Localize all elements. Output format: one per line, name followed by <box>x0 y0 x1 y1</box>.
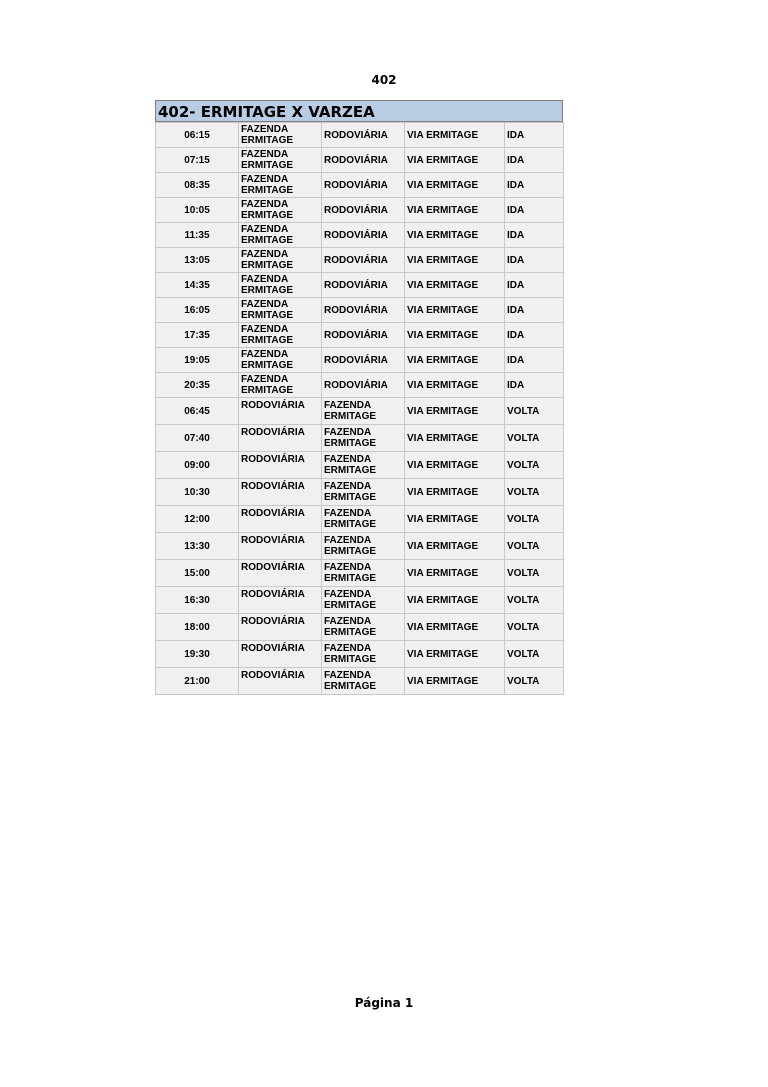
cell-time: 16:30 <box>156 587 239 614</box>
cell-direction: VOLTA <box>505 452 564 479</box>
table-row <box>156 587 564 614</box>
cell-via: VIA ERMITAGE <box>405 506 505 533</box>
cell-destination: RODOVIÁRIA <box>322 273 405 298</box>
table-row <box>156 560 564 587</box>
cell-direction: VOLTA <box>505 614 564 641</box>
cell-destination: RODOVIÁRIA <box>322 223 405 248</box>
cell-via: VIA ERMITAGE <box>405 348 505 373</box>
cell-destination: RODOVIÁRIA <box>322 173 405 198</box>
cell-destination: FAZENDA ERMITAGE <box>322 506 405 533</box>
cell-direction: VOLTA <box>505 398 564 425</box>
table-row <box>156 273 564 298</box>
cell-via: VIA ERMITAGE <box>405 248 505 273</box>
cell-origin: FAZENDA ERMITAGE <box>239 273 322 298</box>
cell-time: 18:00 <box>156 614 239 641</box>
cell-origin: RODOVIÁRIA <box>239 425 322 452</box>
cell-direction: IDA <box>505 298 564 323</box>
cell-origin: RODOVIÁRIA <box>239 614 322 641</box>
cell-time: 07:40 <box>156 425 239 452</box>
cell-destination: RODOVIÁRIA <box>322 148 405 173</box>
cell-destination: RODOVIÁRIA <box>322 348 405 373</box>
cell-destination: RODOVIÁRIA <box>322 373 405 398</box>
page-header-route-number: 402 <box>371 73 397 87</box>
cell-origin: FAZENDA ERMITAGE <box>239 198 322 223</box>
table-row <box>156 173 564 198</box>
cell-via: VIA ERMITAGE <box>405 641 505 668</box>
cell-direction: IDA <box>505 323 564 348</box>
cell-direction: IDA <box>505 173 564 198</box>
cell-destination: RODOVIÁRIA <box>322 323 405 348</box>
cell-direction: VOLTA <box>505 479 564 506</box>
cell-destination: FAZENDA ERMITAGE <box>322 533 405 560</box>
cell-via: VIA ERMITAGE <box>405 198 505 223</box>
cell-via: VIA ERMITAGE <box>405 398 505 425</box>
table-row <box>156 641 564 668</box>
cell-via: VIA ERMITAGE <box>405 298 505 323</box>
cell-time: 19:05 <box>156 348 239 373</box>
cell-destination: RODOVIÁRIA <box>322 123 405 148</box>
cell-direction: IDA <box>505 223 564 248</box>
cell-origin: FAZENDA ERMITAGE <box>239 348 322 373</box>
cell-time: 12:00 <box>156 506 239 533</box>
cell-destination: RODOVIÁRIA <box>322 298 405 323</box>
cell-destination: FAZENDA ERMITAGE <box>322 425 405 452</box>
table-row <box>156 223 564 248</box>
cell-direction: VOLTA <box>505 506 564 533</box>
cell-time: 06:15 <box>156 123 239 148</box>
cell-direction: IDA <box>505 198 564 223</box>
cell-origin: RODOVIÁRIA <box>239 668 322 695</box>
cell-origin: RODOVIÁRIA <box>239 533 322 560</box>
cell-origin: FAZENDA ERMITAGE <box>239 323 322 348</box>
cell-time: 09:00 <box>156 452 239 479</box>
cell-destination: FAZENDA ERMITAGE <box>322 641 405 668</box>
cell-origin: FAZENDA ERMITAGE <box>239 223 322 248</box>
cell-via: VIA ERMITAGE <box>405 173 505 198</box>
cell-via: VIA ERMITAGE <box>405 148 505 173</box>
table-row <box>156 506 564 533</box>
cell-via: VIA ERMITAGE <box>405 614 505 641</box>
cell-direction: VOLTA <box>505 587 564 614</box>
cell-origin: RODOVIÁRIA <box>239 587 322 614</box>
cell-time: 20:35 <box>156 373 239 398</box>
cell-via: VIA ERMITAGE <box>405 479 505 506</box>
cell-origin: RODOVIÁRIA <box>239 641 322 668</box>
schedule-rows-body <box>156 123 564 695</box>
cell-direction: VOLTA <box>505 560 564 587</box>
cell-destination: FAZENDA ERMITAGE <box>322 668 405 695</box>
cell-time: 19:30 <box>156 641 239 668</box>
cell-time: 21:00 <box>156 668 239 695</box>
cell-via: VIA ERMITAGE <box>405 587 505 614</box>
cell-direction: IDA <box>505 348 564 373</box>
cell-via: VIA ERMITAGE <box>405 123 505 148</box>
cell-via: VIA ERMITAGE <box>405 668 505 695</box>
table-row <box>156 148 564 173</box>
cell-destination: FAZENDA ERMITAGE <box>322 452 405 479</box>
table-row <box>156 123 564 148</box>
table-row <box>156 348 564 373</box>
page-footer: Página 1 <box>354 996 414 1010</box>
cell-origin: FAZENDA ERMITAGE <box>239 123 322 148</box>
cell-direction: VOLTA <box>505 668 564 695</box>
cell-time: 10:05 <box>156 198 239 223</box>
cell-time: 06:45 <box>156 398 239 425</box>
cell-time: 08:35 <box>156 173 239 198</box>
cell-via: VIA ERMITAGE <box>405 425 505 452</box>
cell-direction: VOLTA <box>505 641 564 668</box>
cell-time: 15:00 <box>156 560 239 587</box>
cell-direction: VOLTA <box>505 533 564 560</box>
cell-destination: RODOVIÁRIA <box>322 198 405 223</box>
cell-origin: FAZENDA ERMITAGE <box>239 173 322 198</box>
cell-origin: FAZENDA ERMITAGE <box>239 298 322 323</box>
cell-time: 16:05 <box>156 298 239 323</box>
cell-origin: RODOVIÁRIA <box>239 452 322 479</box>
table-title: 402- ERMITAGE X VARZEA <box>155 100 563 122</box>
cell-time: 13:30 <box>156 533 239 560</box>
table-row <box>156 248 564 273</box>
cell-destination: RODOVIÁRIA <box>322 248 405 273</box>
cell-via: VIA ERMITAGE <box>405 223 505 248</box>
table-row <box>156 533 564 560</box>
schedule-table <box>155 100 563 695</box>
cell-direction: VOLTA <box>505 425 564 452</box>
table-row <box>156 298 564 323</box>
table-row <box>156 373 564 398</box>
cell-via: VIA ERMITAGE <box>405 273 505 298</box>
cell-time: 11:35 <box>156 223 239 248</box>
cell-destination: FAZENDA ERMITAGE <box>322 587 405 614</box>
table-row <box>156 323 564 348</box>
cell-via: VIA ERMITAGE <box>405 323 505 348</box>
table-row <box>156 452 564 479</box>
table-row <box>156 479 564 506</box>
table-row <box>156 198 564 223</box>
cell-origin: FAZENDA ERMITAGE <box>239 248 322 273</box>
cell-time: 14:35 <box>156 273 239 298</box>
table-row <box>156 668 564 695</box>
cell-origin: FAZENDA ERMITAGE <box>239 373 322 398</box>
cell-destination: FAZENDA ERMITAGE <box>322 614 405 641</box>
cell-time: 07:15 <box>156 148 239 173</box>
cell-via: VIA ERMITAGE <box>405 560 505 587</box>
cell-time: 13:05 <box>156 248 239 273</box>
schedule-rows <box>155 122 564 695</box>
cell-direction: IDA <box>505 123 564 148</box>
cell-origin: FAZENDA ERMITAGE <box>239 148 322 173</box>
cell-destination: FAZENDA ERMITAGE <box>322 479 405 506</box>
cell-destination: FAZENDA ERMITAGE <box>322 560 405 587</box>
cell-direction: IDA <box>505 248 564 273</box>
cell-direction: IDA <box>505 273 564 298</box>
cell-via: VIA ERMITAGE <box>405 533 505 560</box>
table-row <box>156 425 564 452</box>
cell-via: VIA ERMITAGE <box>405 373 505 398</box>
cell-origin: RODOVIÁRIA <box>239 398 322 425</box>
cell-direction: IDA <box>505 148 564 173</box>
cell-destination: FAZENDA ERMITAGE <box>322 398 405 425</box>
cell-via: VIA ERMITAGE <box>405 452 505 479</box>
cell-time: 10:30 <box>156 479 239 506</box>
table-row <box>156 614 564 641</box>
cell-origin: RODOVIÁRIA <box>239 560 322 587</box>
table-row <box>156 398 564 425</box>
cell-origin: RODOVIÁRIA <box>239 506 322 533</box>
cell-direction: IDA <box>505 373 564 398</box>
cell-time: 17:35 <box>156 323 239 348</box>
cell-origin: RODOVIÁRIA <box>239 479 322 506</box>
